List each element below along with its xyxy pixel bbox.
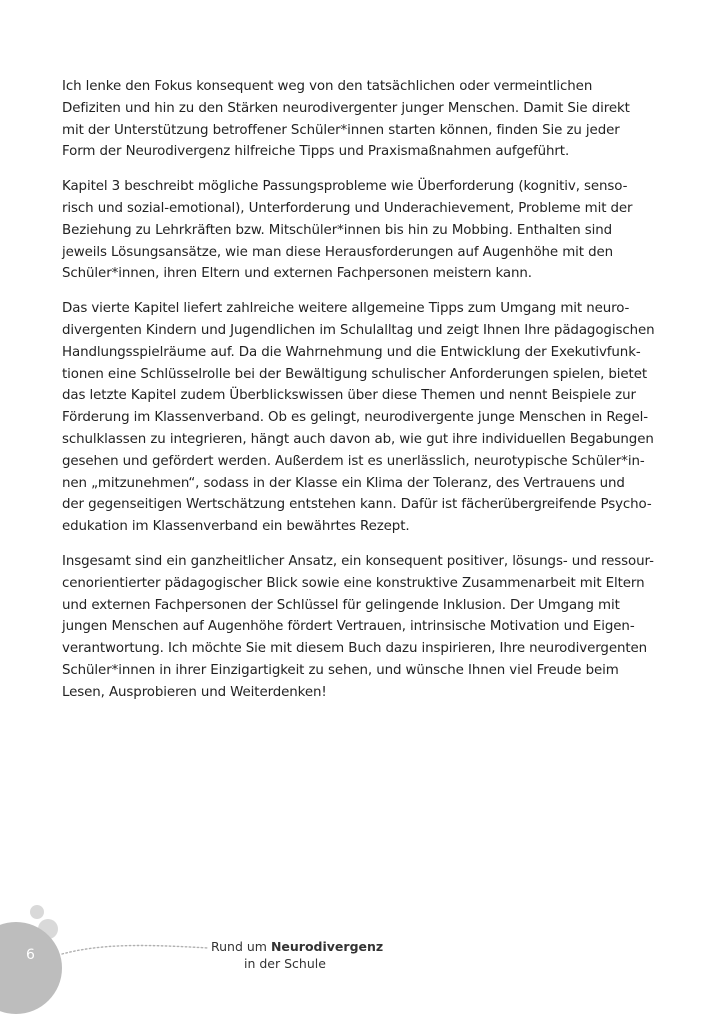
text-line: Handlungsspielräume auf. Da die Wahrnehmung und die Entwicklung der Exekutivfunk- — [62, 344, 641, 360]
page-footer — [0, 890, 708, 1000]
text-line: schulklassen zu integrieren, hängt auch davon ab, wie gut ihre individuellen Begabungen — [62, 431, 654, 447]
text-line: Form der Neurodivergenz hilfreiche Tipps und Praxismaßnahmen aufgeführt. — [62, 144, 570, 160]
text-line: verantwortung. Ich möchte Sie mit diesem Buch dazu inspirieren, Ihre neurodivergenten — [62, 641, 648, 657]
text-line: Defiziten und hin zu den Stärken neurodivergenter junger Menschen. Damit Sie direkt — [62, 100, 630, 116]
dotted-wave-divider — [60, 940, 210, 960]
text-line: jungen Menschen auf Augenhöhe fördert Vertrauen, intrinsische Motivation und Eigen- — [62, 619, 635, 635]
paragraph-3 — [62, 298, 655, 538]
text-line: Insgesamt sind ein ganzheitlicher Ansatz, ein konsequent positiver, lösungs- und ressour- — [62, 553, 654, 569]
page-body — [62, 76, 655, 717]
paragraph-1 — [62, 76, 645, 163]
text-line: edukation im Klassenverband ein bewährtes Rezept. — [62, 519, 410, 535]
series-title — [211, 939, 383, 955]
text-line: divergenten Kindern und Jugendlichen im Schulalltag und zeigt Ihnen Ihre pädagogischen — [62, 322, 655, 338]
text-line: Ich lenke den Fokus konsequent weg von den tatsächlichen oder vermeintlichen — [62, 79, 593, 94]
text-line: Schüler*innen in ihrer Einzigartigkeit zu sehen, und wünsche Ihnen viel Freude beim — [62, 662, 619, 678]
text-line: nen „mitzunehmen“, sodass in der Klasse ein Klima der Toleranz, des Vertrauens und — [62, 475, 625, 491]
text-line: Schüler*innen, ihren Eltern und externen Fachpersonen meistern kann. — [62, 266, 532, 282]
page-number: 6 — [26, 947, 35, 963]
text-line: mit der Unterstützung betroffener Schüler*innen starten können, finden Sie zu jeder — [62, 122, 620, 138]
decorative-circle-small — [30, 905, 44, 919]
text-line: jeweils Lösungsansätze, wie man diese Herausforderungen auf Augenhöhe mit den — [62, 244, 614, 260]
text-line: Förderung im Klassenverband. Ob es gelingt, neurodivergente junge Menschen in Regel- — [62, 410, 648, 426]
text-line: und externen Fachpersonen der Schlüssel für gelingende Inklusion. Der Umgang mit — [62, 597, 620, 613]
series-title-prefix: Rund um — [211, 939, 271, 954]
series-title-bold: Neurodivergenz — [270, 939, 384, 954]
text-line: cenorientierter pädagogischer Blick sowie eine konstruktive Zusammenarbeit mit Eltern — [62, 575, 645, 591]
text-line: Beziehung zu Lehrkräften bzw. Mitschüler*innen bis hin zu Mobbing. Enthalten sind — [62, 222, 613, 238]
text-line: Kapitel 3 beschreibt mögliche Passungsprobleme wie Überforderung (kognitiv, senso- — [62, 179, 628, 195]
paragraph-4 — [62, 551, 654, 704]
paragraph-2 — [62, 176, 645, 285]
text-line: gesehen und gefördert werden. Außerdem ist es unerlässlich, neurotypische Schüler*in- — [62, 453, 645, 469]
text-line: Lesen, Ausprobieren und Weiterdenken! — [62, 684, 327, 700]
text-line: der gegenseitigen Wertschätzung entstehen kann. Dafür ist fächerübergreifende Psycho- — [62, 497, 652, 513]
text-line: das letzte Kapitel zudem Überblickswissen über diese Themen und nennt Beispiele zur — [62, 388, 636, 404]
text-line: Das vierte Kapitel liefert zahlreiche weitere allgemeine Tipps zum Umgang mit neuro- — [62, 301, 630, 317]
series-subtitle: in der Schule — [244, 956, 326, 971]
text-line: tionen eine Schlüsselrolle bei der Bewältigung schulischer Anforderungen spielen, bietet — [62, 366, 647, 382]
text-line: risch und sozial-emotional), Unterforderung und Underachievement, Probleme mit der — [62, 200, 633, 216]
